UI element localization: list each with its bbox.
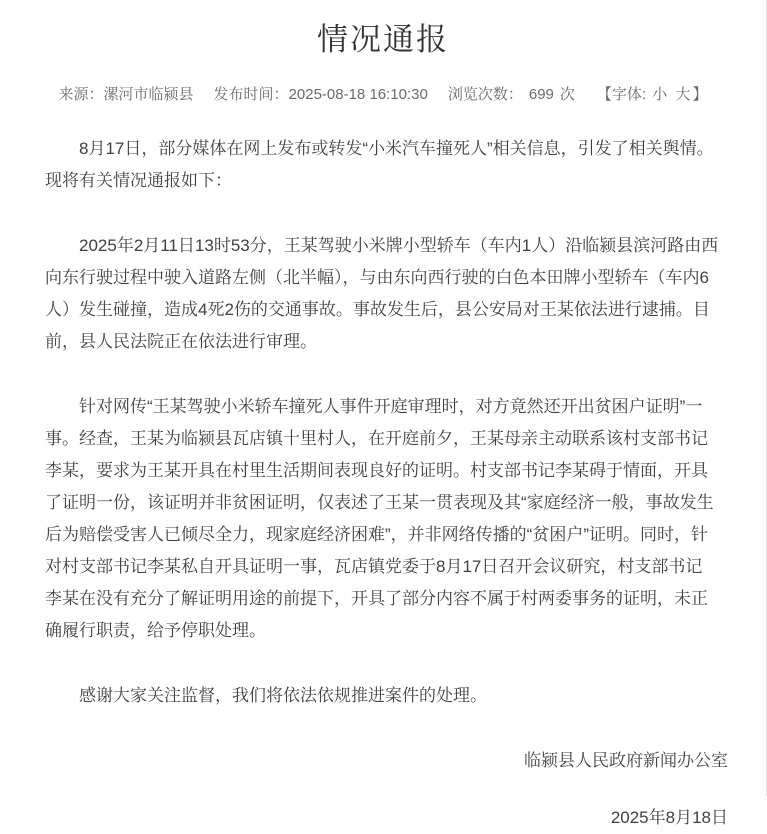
issuing-office-signature: 临颍县人民政府新闻办公室 [524, 751, 728, 770]
paragraph-accident-details: 2025年2月11日13时53分，王某驾驶小米牌小型轿车（车内1人）沿临颍县滨河路由西向东行驶过程中驶入道路左侧（北半幅），与由东向西行驶的白色本田牌小型轿车（车内6人）发生碰撞，造成4死2伤的交通事故。事故发生后，县公安局对王某依法进行逮捕。目前，县人民法院正在依法进行审理。 [45, 236, 719, 351]
font-larger-button[interactable]: 大 [675, 86, 691, 103]
meta-views-unit: 次 [559, 86, 575, 103]
font-widget-suffix: 】 [692, 86, 708, 103]
paragraph-thanks: 感谢大家关注监督，我们将依法依规推进案件的处理。 [79, 686, 487, 705]
meta-views [448, 86, 577, 103]
font-widget-prefix: 【字体: [596, 86, 647, 103]
article-body [0, 133, 766, 712]
issue-date: 2025年8月18日 [610, 808, 728, 827]
paragraph-certificate-investigation: 针对网传“王某驾驶小米轿车撞死人事件开庭审理时，对方竟然还开出贫困户证明”一事。经查，王某为临颍县瓦店镇十里村人，在开庭前夕，王某母亲主动联系该村支部书记李某，要求为王某开具在村里生活期间表现良好的证明。村支部书记李某碍于情面，开具了证明一份，该证明并非贫困证明，仅表述了王某一贯表现及其“家庭经济一般，事故发生后为赔偿受害人已倾尽全力，现家庭经济困难”，并非网络传播的“贫困户”证明。同时，针对村支部书记李某私自开具证明一事，瓦店镇党委于8月17日召开会议研究，村支部书记李某在没有充分了解证明用途的前提下，开具了部分内容不属于村两委事务的证明，未正确履行职责，给予停职处理。 [45, 397, 714, 640]
page-title: 情况通报 [317, 22, 449, 57]
font-smaller-button[interactable]: 小 [652, 86, 668, 103]
paragraph-intro: 8月17日，部分媒体在网上发布或转发“小米汽车撞死人”相关信息，引发了相关舆情。现将有关情况通报如下： [45, 139, 714, 190]
article-meta [0, 86, 766, 103]
font-size-widget [597, 86, 708, 103]
meta-views-count: 699 [528, 86, 554, 103]
meta-publish-time: 发布时间：2025-08-18 16:10:30 [213, 86, 428, 103]
meta-views-label: 浏览次数： [447, 86, 523, 103]
meta-source: 来源：漯河市临颍县 [58, 86, 194, 103]
